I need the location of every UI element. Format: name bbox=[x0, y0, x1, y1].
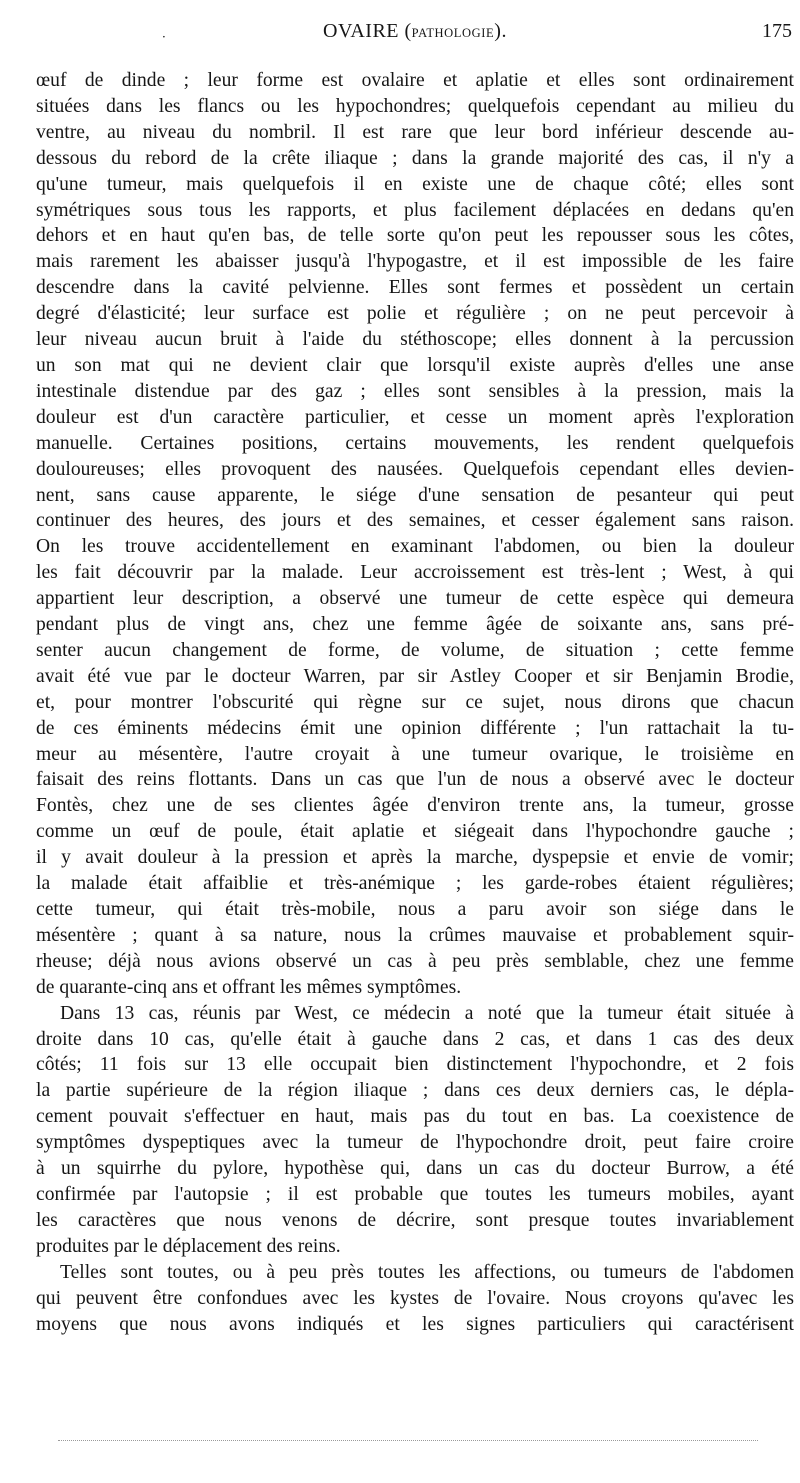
text-line: mésentère ; quant à sa nature, nous la crûmes mauvaise et probablement squir- bbox=[36, 924, 794, 946]
text-line: il y avait douleur à la pression et après la marche, dyspepsie et envie de vomir; bbox=[36, 847, 794, 869]
text-line: Telles sont toutes, ou à peu près toutes les affections, ou tumeurs de l'abdomen bbox=[60, 1261, 794, 1283]
paragraph-1 bbox=[36, 68, 794, 1001]
paragraph-2 bbox=[36, 1001, 794, 1260]
page-number: 175 bbox=[762, 20, 792, 42]
text-line: degré d'élasticité; leur surface est polie et régulière ; on ne peut percevoir à bbox=[36, 303, 794, 325]
text-line: la partie supérieure de la région iliaque ; dans ces deux derniers cas, le dépla- bbox=[36, 1080, 794, 1102]
text-line: symétriques sous tous les rapports, et plus facilement déplacées en dedans qu'en bbox=[36, 199, 794, 221]
header-dot-mark: · bbox=[162, 30, 166, 44]
text-line: continuer des heures, des jours et des semaines, et cesser également sans raison. bbox=[36, 510, 794, 532]
text-line: meur au mésentère, l'autre croyait à une tumeur ovarique, le troisième en bbox=[36, 743, 794, 765]
text-line: descendre dans la cavité pelvienne. Elles sont fermes et possèdent un certain bbox=[36, 277, 794, 299]
text-line: confirmée par l'autopsie ; il est probable que toutes les tumeurs mobiles, ayant bbox=[36, 1183, 794, 1205]
text-line: manuelle. Certaines positions, certains mouvements, les rendent quelquefois bbox=[36, 432, 794, 454]
text-line: douloureuses; elles provoquent des nausées. Quelquefois cependant elles devien- bbox=[36, 458, 794, 480]
text-line: symptômes dyspeptiques avec la tumeur de l'hypochondre droit, peut faire croire bbox=[36, 1132, 794, 1154]
text-line: intestinale distendue par des gaz ; elles sont sensibles à la pression, mais la bbox=[36, 380, 794, 402]
text-line: leur niveau aucun bruit à l'aide du stéthoscope; elles donnent à la percussion bbox=[36, 329, 794, 351]
text-line: œuf de dinde ; leur forme est ovalaire et aplatie et elles sont ordinairement bbox=[36, 70, 794, 91]
running-header bbox=[36, 20, 794, 54]
text-line: situées dans les flancs ou les hypochondres; quelquefois cependant au milieu du bbox=[36, 95, 794, 117]
text-line: de quarante-cinq ans et offrant les mêmes symptômes. bbox=[36, 976, 462, 998]
text-line: de ces éminents médecins émit une opinion différente ; l'un rattachait la tu- bbox=[36, 717, 794, 739]
running-head-smallcaps: PATHOLOGIE bbox=[411, 26, 495, 40]
text-line: cette tumeur, qui était très-mobile, nous a paru avoir son siége dans le bbox=[36, 899, 794, 920]
text-line: les fait découvrir par la malade. Leur accroissement est très-lent ; West, à qui bbox=[36, 562, 794, 584]
text-line: les caractères que nous venons de décrire, sont presque toutes invariablement bbox=[36, 1209, 794, 1231]
text-line: rheuse; déjà nous avions observé un cas à peu près semblable, chez une femme bbox=[36, 950, 794, 972]
running-head-title bbox=[36, 20, 794, 43]
text-line: dehors et en haut qu'en bas, de telle sorte qu'on peut les repousser sous les côtes, bbox=[36, 225, 794, 247]
text-line: ventre, au niveau du nombril. Il est rare que leur bord inférieur descende au- bbox=[36, 121, 794, 143]
text-line: avait été vue par le docteur Warren, par sir Astley Cooper et sir Benjamin Brodie, bbox=[36, 665, 794, 687]
paragraph-3 bbox=[36, 1260, 794, 1338]
text-line: pendant plus de vingt ans, chez une femme âgée de soixante ans, sans pré- bbox=[36, 614, 794, 636]
text-line: nent, sans cause apparente, le siége d'une sensation de pesanteur qui peut bbox=[36, 484, 794, 506]
text-line: la malade était affaiblie et très-anémique ; les garde-robes étaient régulières; bbox=[36, 873, 794, 895]
text-line: appartient leur description, a observé une tumeur de cette espèce qui demeura bbox=[36, 588, 794, 610]
text-line: droite dans 10 cas, qu'elle était à gauche dans 2 cas, et dans 1 cas des deux bbox=[36, 1028, 794, 1050]
text-line: cement pouvait s'effectuer en haut, mais pas du tout en bas. La coexistence de bbox=[36, 1106, 794, 1128]
text-line: On les trouve accidentellement en examinant l'abdomen, ou bien la douleur bbox=[36, 536, 794, 558]
text-line: un son mat qui ne devient clair que lorsqu'il existe auprès d'elles une anse bbox=[36, 354, 794, 376]
text-line: moyens que nous avons indiqués et les signes particuliers qui caractérisent bbox=[36, 1313, 794, 1335]
text-line: et, pour montrer l'obscurité qui règne sur ce sujet, nous dirons que chacun bbox=[36, 691, 794, 713]
text-line: qu'une tumeur, mais quelquefois il en existe une de chaque côté; elles sont bbox=[36, 173, 794, 195]
text-line: dessous du rebord de la crête iliaque ; dans la grande majorité des cas, il n'y a bbox=[36, 147, 794, 169]
text-line: senter aucun changement de forme, de volume, de situation ; cette femme bbox=[36, 639, 794, 661]
text-line: Dans 13 cas, réunis par West, ce médecin a noté que la tumeur était située à bbox=[60, 1002, 794, 1024]
text-line: à un squirrhe du pylore, hypothèse qui, dans un cas du docteur Burrow, a été bbox=[36, 1158, 794, 1180]
text-line: qui peuvent être confondues avec les kystes de l'ovaire. Nous croyons qu'avec les bbox=[36, 1287, 794, 1309]
text-line: faisait des reins flottants. Dans un cas que l'un de nous a observé avec le docteur bbox=[36, 769, 794, 791]
text-line: comme un œuf de poule, était aplatie et siégeait dans l'hypochondre gauche ; bbox=[36, 821, 794, 843]
text-line: Fontès, chez une de ses clientes âgée d'environ trente ans, la tumeur, grosse bbox=[36, 795, 794, 817]
text-line: côtés; 11 fois sur 13 elle occupait bien distinctement l'hypochondre, et 2 fois bbox=[36, 1054, 794, 1076]
text-line: mais rarement les abaisser jusqu'à l'hypogastre, et il est impossible de les faire bbox=[36, 251, 794, 273]
body-text bbox=[36, 68, 794, 1337]
running-head-main: OVAIRE ( bbox=[323, 20, 412, 42]
text-line: produites par le déplacement des reins. bbox=[36, 1235, 341, 1257]
footer-dotted-rule bbox=[58, 1440, 758, 1441]
text-line: douleur est d'un caractère particulier, et cesse un moment après l'exploration bbox=[36, 406, 794, 428]
running-head-close: ). bbox=[494, 20, 507, 42]
